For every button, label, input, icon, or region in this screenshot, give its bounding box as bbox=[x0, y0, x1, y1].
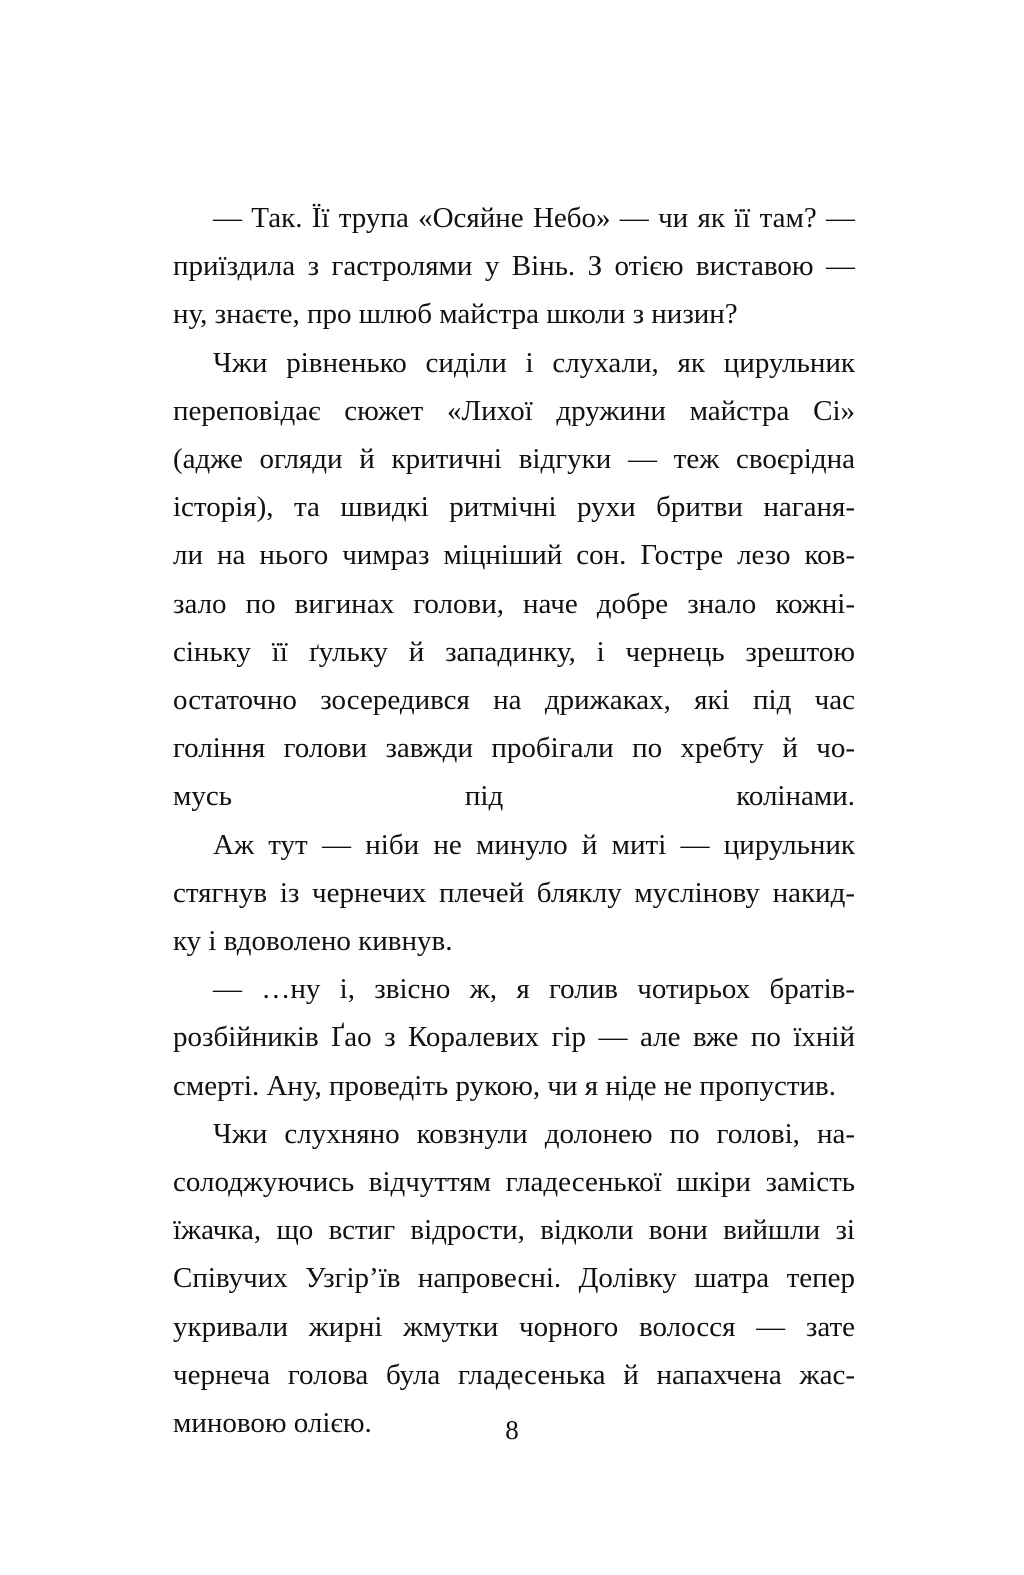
text-line: Аж тут — ніби не минуло й миті — цирульник bbox=[213, 828, 855, 861]
text-line: ну, знаєте, про шлюб майстра школи з низин? bbox=[173, 298, 738, 331]
text-line: Чжи рівненько сиділи і слухали, як цирульник bbox=[213, 346, 855, 379]
text-line: переповідає сюжет «Лихої дружини майстра Сі» bbox=[173, 394, 855, 427]
text-line: (адже огляди й критичні відгуки — теж своєрідна bbox=[173, 443, 855, 476]
text-line: — Так. Її трупа «Осяйне Небо» — чи як її там? — bbox=[213, 202, 855, 234]
paragraph-3 bbox=[173, 821, 855, 966]
text-line: чернеча голова була гладесенька й напахчена жас- bbox=[173, 1358, 855, 1391]
text-line: зало по вигинах голови, наче добре знало кожні- bbox=[173, 587, 855, 620]
text-line: сіньку її ґульку й западинку, і чернець зрештою bbox=[173, 635, 855, 668]
text-line: миновою олією. bbox=[173, 1407, 372, 1440]
paragraph-2 bbox=[173, 339, 855, 821]
text-line: солоджуючись відчуттям гладесенької шкіри замість bbox=[173, 1166, 855, 1199]
text-line: історія), та швидкі ритмічні рухи бритви наганя- bbox=[173, 491, 855, 524]
page-number: 8 bbox=[505, 1415, 519, 1445]
text-line: стягнув із чернечих плечей бляклу муслінову накид- bbox=[173, 876, 855, 909]
paragraph-1 bbox=[173, 194, 855, 339]
text-line: укривали жирні жмутки чорного волосся — зате bbox=[173, 1310, 855, 1343]
text-line: — …ну і, звісно ж, я голив чотирьох братів- bbox=[213, 973, 855, 1006]
text-line: приїздила з гастролями у Вінь. З отією виставою — bbox=[173, 250, 855, 283]
page-body bbox=[173, 194, 855, 1447]
text-line: їжачка, що встиг відрости, відколи вони вийшли зі bbox=[173, 1214, 855, 1247]
text-line: Співучих Узгір’їв напровесні. Долівку шатра тепер bbox=[173, 1262, 855, 1295]
text-line: ли на нього чимраз міцніший сон. Гостре лезо ков- bbox=[173, 539, 855, 572]
text-line: Чжи слухняно ковзнули долонею по голові, на- bbox=[213, 1117, 855, 1150]
text-line: гоління голови завжди пробігали по хребту й чо- bbox=[173, 732, 855, 765]
text-line: мусь під колінами. bbox=[173, 780, 855, 813]
text-line: ку і вдоволено кивнув. bbox=[173, 925, 453, 958]
paragraph-5 bbox=[173, 1110, 855, 1447]
text-line: розбійників Ґао з Коралевих гір — але вже по їхній bbox=[173, 1021, 855, 1054]
paragraph-4 bbox=[173, 965, 855, 1110]
text-line: смерті. Ану, проведіть рукою, чи я ніде не пропустив. bbox=[173, 1069, 836, 1102]
text-line: остаточно зосередився на дрижаках, які під час bbox=[173, 684, 855, 717]
